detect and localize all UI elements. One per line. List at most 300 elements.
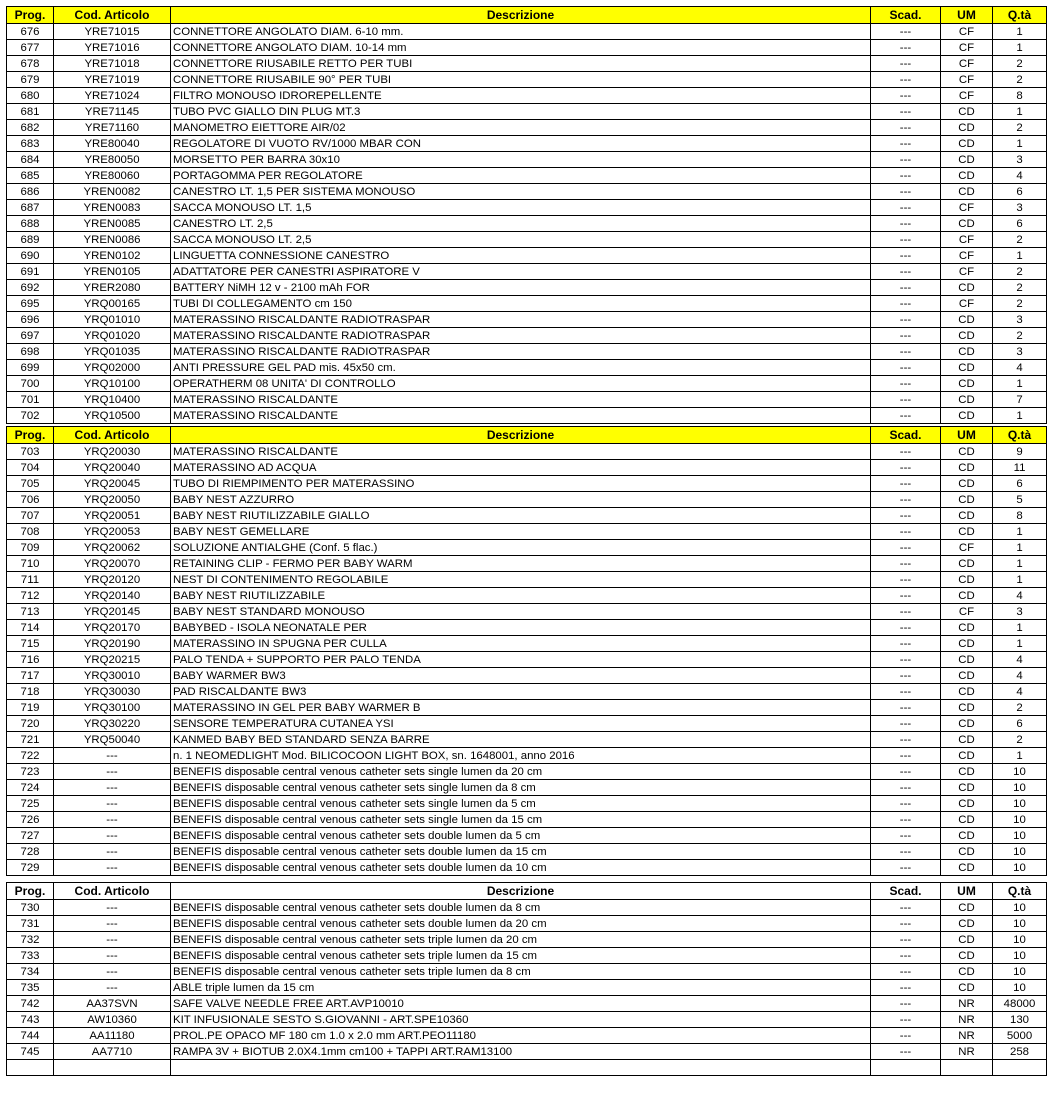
cell-scad: --- — [871, 392, 941, 408]
cell-qta: 2 — [993, 72, 1047, 88]
cell-scad: --- — [871, 980, 941, 996]
cell-prog: 687 — [7, 200, 54, 216]
cell-cod: --- — [54, 916, 171, 932]
cell-cod: YRQ20030 — [54, 444, 171, 460]
cell-prog: 742 — [7, 996, 54, 1012]
cell-scad: --- — [871, 444, 941, 460]
cell-qta: 1 — [993, 376, 1047, 392]
cell-qta: 3 — [993, 152, 1047, 168]
cell-prog: 706 — [7, 492, 54, 508]
cell-um: CD — [941, 408, 993, 424]
cell-cod: --- — [54, 948, 171, 964]
cell-um: CD — [941, 668, 993, 684]
cell-um: CD — [941, 216, 993, 232]
cell-empty — [171, 1060, 871, 1076]
cell-prog: 699 — [7, 360, 54, 376]
cell-prog: 701 — [7, 392, 54, 408]
cell-cod: YRQ20062 — [54, 540, 171, 556]
table-row — [7, 636, 1047, 652]
cell-scad: --- — [871, 120, 941, 136]
cell-prog: 716 — [7, 652, 54, 668]
table-row — [7, 828, 1047, 844]
cell-um: CD — [941, 700, 993, 716]
column-header-prog: Prog. — [7, 883, 54, 900]
cell-cod: YREN0086 — [54, 232, 171, 248]
cell-scad: --- — [871, 572, 941, 588]
cell-desc: KIT INFUSIONALE SESTO S.GIOVANNI - ART.SPE10360 — [171, 1012, 871, 1028]
column-header-qta: Q.tà — [993, 7, 1047, 24]
cell-prog: 712 — [7, 588, 54, 604]
cell-cod: YRQ50040 — [54, 732, 171, 748]
cell-um: CD — [941, 796, 993, 812]
cell-desc: BENEFIS disposable central venous catheter sets double lumen da 5 cm — [171, 828, 871, 844]
cell-um: CD — [941, 136, 993, 152]
cell-scad: --- — [871, 796, 941, 812]
cell-um: CF — [941, 88, 993, 104]
cell-prog: 697 — [7, 328, 54, 344]
cell-qta: 10 — [993, 916, 1047, 932]
cell-scad: --- — [871, 168, 941, 184]
column-header-prog: Prog. — [7, 427, 54, 444]
table-row — [7, 492, 1047, 508]
cell-prog: 731 — [7, 916, 54, 932]
cell-prog: 718 — [7, 684, 54, 700]
cell-scad: --- — [871, 200, 941, 216]
cell-um: CD — [941, 476, 993, 492]
cell-desc: MATERASSINO RISCALDANTE RADIOTRASPAR — [171, 328, 871, 344]
cell-prog: 714 — [7, 620, 54, 636]
table-row — [7, 104, 1047, 120]
cell-desc: MATERASSINO RISCALDANTE — [171, 408, 871, 424]
cell-um: CD — [941, 860, 993, 876]
cell-desc: TUBI DI COLLEGAMENTO cm 150 — [171, 296, 871, 312]
cell-um: CD — [941, 932, 993, 948]
cell-cod: YRQ01035 — [54, 344, 171, 360]
cell-desc: BENEFIS disposable central venous catheter sets double lumen da 20 cm — [171, 916, 871, 932]
cell-cod: AA7710 — [54, 1044, 171, 1060]
cell-qta: 4 — [993, 360, 1047, 376]
cell-scad: --- — [871, 184, 941, 200]
cell-cod: --- — [54, 780, 171, 796]
cell-desc: MATERASSINO RISCALDANTE — [171, 392, 871, 408]
cell-prog: 719 — [7, 700, 54, 716]
column-header-desc: Descrizione — [171, 427, 871, 444]
cell-scad: --- — [871, 248, 941, 264]
cell-qta: 2 — [993, 56, 1047, 72]
cell-desc: MATERASSINO IN SPUGNA PER CULLA — [171, 636, 871, 652]
table-row — [7, 376, 1047, 392]
table-row — [7, 1028, 1047, 1044]
table-row — [7, 700, 1047, 716]
cell-qta: 1 — [993, 24, 1047, 40]
cell-um: NR — [941, 996, 993, 1012]
cell-qta: 5 — [993, 492, 1047, 508]
cell-desc: CANESTRO LT. 2,5 — [171, 216, 871, 232]
cell-qta: 10 — [993, 796, 1047, 812]
cell-prog: 723 — [7, 764, 54, 780]
cell-desc: PROL.PE OPACO MF 180 cm 1.0 x 2.0 mm ART.PEO11180 — [171, 1028, 871, 1044]
table-row — [7, 588, 1047, 604]
cell-qta: 2 — [993, 280, 1047, 296]
table-row — [7, 152, 1047, 168]
cell-prog: 733 — [7, 948, 54, 964]
cell-desc: n. 1 NEOMEDLIGHT Mod. BILICOCOON LIGHT BOX, sn. 1648001, anno 2016 — [171, 748, 871, 764]
cell-qta: 4 — [993, 652, 1047, 668]
table-row — [7, 408, 1047, 424]
cell-um: CD — [941, 948, 993, 964]
cell-desc: ABLE triple lumen da 15 cm — [171, 980, 871, 996]
cell-prog: 717 — [7, 668, 54, 684]
cell-qta: 10 — [993, 948, 1047, 964]
column-header-scad: Scad. — [871, 7, 941, 24]
cell-qta: 10 — [993, 764, 1047, 780]
cell-scad: --- — [871, 104, 941, 120]
cell-prog: 704 — [7, 460, 54, 476]
cell-qta: 1 — [993, 248, 1047, 264]
cell-um: CD — [941, 572, 993, 588]
cell-qta: 1 — [993, 636, 1047, 652]
cell-desc: MATERASSINO AD ACQUA — [171, 460, 871, 476]
table-row — [7, 216, 1047, 232]
cell-desc: BENEFIS disposable central venous catheter sets double lumen da 10 cm — [171, 860, 871, 876]
cell-cod: YRE71016 — [54, 40, 171, 56]
cell-scad: --- — [871, 556, 941, 572]
cell-scad: --- — [871, 1012, 941, 1028]
cell-um: CF — [941, 540, 993, 556]
cell-prog: 684 — [7, 152, 54, 168]
column-header-qta: Q.tà — [993, 427, 1047, 444]
table-row — [7, 88, 1047, 104]
cell-qta: 10 — [993, 900, 1047, 916]
cell-scad: --- — [871, 296, 941, 312]
cell-prog: 735 — [7, 980, 54, 996]
cell-desc: BABY NEST AZZURRO — [171, 492, 871, 508]
cell-scad: --- — [871, 264, 941, 280]
cell-cod: YRQ20040 — [54, 460, 171, 476]
cell-desc: BABY NEST RIUTILIZZABILE GIALLO — [171, 508, 871, 524]
cell-desc: ANTI PRESSURE GEL PAD mis. 45x50 cm. — [171, 360, 871, 376]
cell-um: CF — [941, 40, 993, 56]
cell-qta: 10 — [993, 844, 1047, 860]
cell-um: CD — [941, 828, 993, 844]
cell-scad: --- — [871, 88, 941, 104]
cell-cod: YRQ02000 — [54, 360, 171, 376]
cell-um: CD — [941, 588, 993, 604]
cell-um: CD — [941, 492, 993, 508]
cell-qta: 6 — [993, 184, 1047, 200]
cell-desc: BABY NEST STANDARD MONOUSO — [171, 604, 871, 620]
cell-cod: YRE71024 — [54, 88, 171, 104]
cell-um: CD — [941, 280, 993, 296]
cell-desc: BENEFIS disposable central venous catheter sets triple lumen da 15 cm — [171, 948, 871, 964]
table-row — [7, 860, 1047, 876]
cell-scad: --- — [871, 24, 941, 40]
cell-cod: YRQ20215 — [54, 652, 171, 668]
cell-scad: --- — [871, 508, 941, 524]
cell-cod: YREN0083 — [54, 200, 171, 216]
cell-cod: YRE71145 — [54, 104, 171, 120]
cell-scad: --- — [871, 636, 941, 652]
cell-desc: SENSORE TEMPERATURA CUTANEA YSI — [171, 716, 871, 732]
cell-qta: 6 — [993, 476, 1047, 492]
table-row — [7, 280, 1047, 296]
cell-scad: --- — [871, 964, 941, 980]
table-row — [7, 168, 1047, 184]
cell-um: CD — [941, 168, 993, 184]
cell-um: CD — [941, 556, 993, 572]
cell-prog: 713 — [7, 604, 54, 620]
column-header-scad: Scad. — [871, 883, 941, 900]
cell-cod: YRER2080 — [54, 280, 171, 296]
cell-scad: --- — [871, 312, 941, 328]
cell-um: CD — [941, 392, 993, 408]
table-header-row — [7, 427, 1047, 444]
table-row — [7, 996, 1047, 1012]
cell-um: CD — [941, 460, 993, 476]
inventory-table — [6, 426, 1047, 876]
table-row — [7, 24, 1047, 40]
cell-qta: 4 — [993, 684, 1047, 700]
cell-desc: RETAINING CLIP - FERMO PER BABY WARM — [171, 556, 871, 572]
cell-prog: 743 — [7, 1012, 54, 1028]
cell-cod: --- — [54, 964, 171, 980]
cell-cod: YRE80060 — [54, 168, 171, 184]
cell-um: CD — [941, 104, 993, 120]
cell-desc: SACCA MONOUSO LT. 2,5 — [171, 232, 871, 248]
cell-scad: --- — [871, 588, 941, 604]
cell-cod: --- — [54, 748, 171, 764]
cell-desc: BENEFIS disposable central venous catheter sets double lumen da 15 cm — [171, 844, 871, 860]
cell-prog: 677 — [7, 40, 54, 56]
cell-prog: 728 — [7, 844, 54, 860]
cell-desc: CONNETTORE RIUSABILE 90° PER TUBI — [171, 72, 871, 88]
cell-um: CD — [941, 152, 993, 168]
cell-scad: --- — [871, 812, 941, 828]
cell-qta: 10 — [993, 780, 1047, 796]
cell-um: CF — [941, 248, 993, 264]
cell-cod: YRQ30220 — [54, 716, 171, 732]
cell-cod: YRE71018 — [54, 56, 171, 72]
cell-desc: CANESTRO LT. 1,5 PER SISTEMA MONOUSO — [171, 184, 871, 200]
cell-qta: 1 — [993, 40, 1047, 56]
cell-um: CF — [941, 200, 993, 216]
cell-scad: --- — [871, 748, 941, 764]
cell-cod: YRE71015 — [54, 24, 171, 40]
cell-cod: YRQ10500 — [54, 408, 171, 424]
cell-scad: --- — [871, 844, 941, 860]
cell-desc: BENEFIS disposable central venous catheter sets single lumen da 8 cm — [171, 780, 871, 796]
cell-cod: YREN0085 — [54, 216, 171, 232]
cell-cod: YREN0105 — [54, 264, 171, 280]
cell-prog: 709 — [7, 540, 54, 556]
cell-prog: 678 — [7, 56, 54, 72]
cell-desc: BABYBED - ISOLA NEONATALE PER — [171, 620, 871, 636]
cell-scad: --- — [871, 344, 941, 360]
cell-um: CD — [941, 964, 993, 980]
cell-um: CD — [941, 900, 993, 916]
table-row — [7, 796, 1047, 812]
table-row — [7, 620, 1047, 636]
cell-desc: SACCA MONOUSO LT. 1,5 — [171, 200, 871, 216]
cell-prog: 744 — [7, 1028, 54, 1044]
cell-prog: 698 — [7, 344, 54, 360]
cell-scad: --- — [871, 376, 941, 392]
cell-um: NR — [941, 1028, 993, 1044]
cell-prog: 676 — [7, 24, 54, 40]
cell-qta: 10 — [993, 828, 1047, 844]
cell-scad: --- — [871, 1044, 941, 1060]
cell-cod: YRQ30100 — [54, 700, 171, 716]
cell-desc: MATERASSINO IN GEL PER BABY WARMER B — [171, 700, 871, 716]
cell-cod: --- — [54, 980, 171, 996]
cell-scad: --- — [871, 492, 941, 508]
cell-empty — [871, 1060, 941, 1076]
table-row — [7, 684, 1047, 700]
table-row — [7, 264, 1047, 280]
cell-cod: YRQ30030 — [54, 684, 171, 700]
cell-prog: 700 — [7, 376, 54, 392]
cell-um: CD — [941, 508, 993, 524]
table-row — [7, 200, 1047, 216]
table-row — [7, 296, 1047, 312]
cell-desc: BENEFIS disposable central venous catheter sets double lumen da 8 cm — [171, 900, 871, 916]
cell-prog: 702 — [7, 408, 54, 424]
table-row — [7, 652, 1047, 668]
table-row — [7, 476, 1047, 492]
cell-desc: PORTAGOMMA PER REGOLATORE — [171, 168, 871, 184]
cell-cod: --- — [54, 900, 171, 916]
cell-prog: 710 — [7, 556, 54, 572]
table-row — [7, 748, 1047, 764]
cell-qta: 1 — [993, 524, 1047, 540]
cell-prog: 692 — [7, 280, 54, 296]
cell-qta: 48000 — [993, 996, 1047, 1012]
column-header-desc: Descrizione — [171, 7, 871, 24]
cell-prog: 722 — [7, 748, 54, 764]
cell-desc: MANOMETRO EIETTORE AIR/02 — [171, 120, 871, 136]
column-header-scad: Scad. — [871, 427, 941, 444]
cell-um: CF — [941, 232, 993, 248]
cell-scad: --- — [871, 216, 941, 232]
cell-desc: ADATTATORE PER CANESTRI ASPIRATORE V — [171, 264, 871, 280]
cell-scad: --- — [871, 916, 941, 932]
table-row — [7, 120, 1047, 136]
cell-qta: 1 — [993, 104, 1047, 120]
table-row — [7, 556, 1047, 572]
cell-qta: 4 — [993, 168, 1047, 184]
cell-cod: YRQ30010 — [54, 668, 171, 684]
table-row — [7, 232, 1047, 248]
cell-um: CF — [941, 296, 993, 312]
cell-desc: BENEFIS disposable central venous catheter sets single lumen da 5 cm — [171, 796, 871, 812]
cell-cod: YRE71160 — [54, 120, 171, 136]
cell-um: CD — [941, 184, 993, 200]
table-row — [7, 508, 1047, 524]
table-row — [7, 184, 1047, 200]
cell-desc: TUBO DI RIEMPIMENTO PER MATERASSINO — [171, 476, 871, 492]
cell-qta: 8 — [993, 508, 1047, 524]
cell-um: CF — [941, 56, 993, 72]
cell-um: CD — [941, 444, 993, 460]
cell-scad: --- — [871, 828, 941, 844]
cell-scad: --- — [871, 620, 941, 636]
cell-prog: 703 — [7, 444, 54, 460]
inventory-table — [6, 882, 1047, 1076]
table-row — [7, 460, 1047, 476]
cell-desc: BENEFIS disposable central venous catheter sets single lumen da 20 cm — [171, 764, 871, 780]
cell-qta: 8 — [993, 88, 1047, 104]
column-header-qta: Q.tà — [993, 883, 1047, 900]
cell-um: CD — [941, 328, 993, 344]
cell-qta: 11 — [993, 460, 1047, 476]
cell-qta: 4 — [993, 588, 1047, 604]
cell-scad: --- — [871, 232, 941, 248]
cell-scad: --- — [871, 732, 941, 748]
cell-desc: SOLUZIONE ANTIALGHE (Conf. 5 flac.) — [171, 540, 871, 556]
table-row — [7, 1044, 1047, 1060]
cell-scad: --- — [871, 408, 941, 424]
cell-desc: CONNETTORE ANGOLATO DIAM. 10-14 mm — [171, 40, 871, 56]
cell-prog: 730 — [7, 900, 54, 916]
cell-desc: BENEFIS disposable central venous catheter sets triple lumen da 20 cm — [171, 932, 871, 948]
cell-qta: 9 — [993, 444, 1047, 460]
cell-um: CD — [941, 120, 993, 136]
cell-qta: 1 — [993, 572, 1047, 588]
cell-um: CD — [941, 732, 993, 748]
table-row — [7, 540, 1047, 556]
table-row — [7, 964, 1047, 980]
cell-qta: 4 — [993, 668, 1047, 684]
cell-empty — [7, 1060, 54, 1076]
cell-cod: YRQ20045 — [54, 476, 171, 492]
cell-cod: YRQ10400 — [54, 392, 171, 408]
cell-um: CD — [941, 812, 993, 828]
cell-um: CD — [941, 980, 993, 996]
cell-qta: 1 — [993, 136, 1047, 152]
cell-cod: YRE80050 — [54, 152, 171, 168]
cell-prog: 725 — [7, 796, 54, 812]
cell-cod: --- — [54, 812, 171, 828]
cell-prog: 732 — [7, 932, 54, 948]
table-row — [7, 72, 1047, 88]
cell-qta: 10 — [993, 860, 1047, 876]
cell-scad: --- — [871, 716, 941, 732]
cell-cod: --- — [54, 932, 171, 948]
cell-scad: --- — [871, 460, 941, 476]
cell-scad: --- — [871, 72, 941, 88]
cell-scad: --- — [871, 328, 941, 344]
cell-cod: YREN0102 — [54, 248, 171, 264]
cell-desc: KANMED BABY BED STANDARD SENZA BARRE — [171, 732, 871, 748]
table-row — [7, 1012, 1047, 1028]
cell-qta: 3 — [993, 604, 1047, 620]
cell-qta: 2 — [993, 264, 1047, 280]
column-header-desc: Descrizione — [171, 883, 871, 900]
cell-cod: YRQ20170 — [54, 620, 171, 636]
cell-qta: 1 — [993, 540, 1047, 556]
cell-um: CD — [941, 344, 993, 360]
cell-um: CD — [941, 360, 993, 376]
cell-prog: 679 — [7, 72, 54, 88]
table-row — [7, 780, 1047, 796]
cell-prog: 689 — [7, 232, 54, 248]
cell-scad: --- — [871, 40, 941, 56]
cell-cod: YRQ00165 — [54, 296, 171, 312]
cell-desc: OPERATHERM 08 UNITA' DI CONTROLLO — [171, 376, 871, 392]
cell-prog: 711 — [7, 572, 54, 588]
column-header-cod: Cod. Articolo — [54, 7, 171, 24]
cell-cod: AA37SVN — [54, 996, 171, 1012]
